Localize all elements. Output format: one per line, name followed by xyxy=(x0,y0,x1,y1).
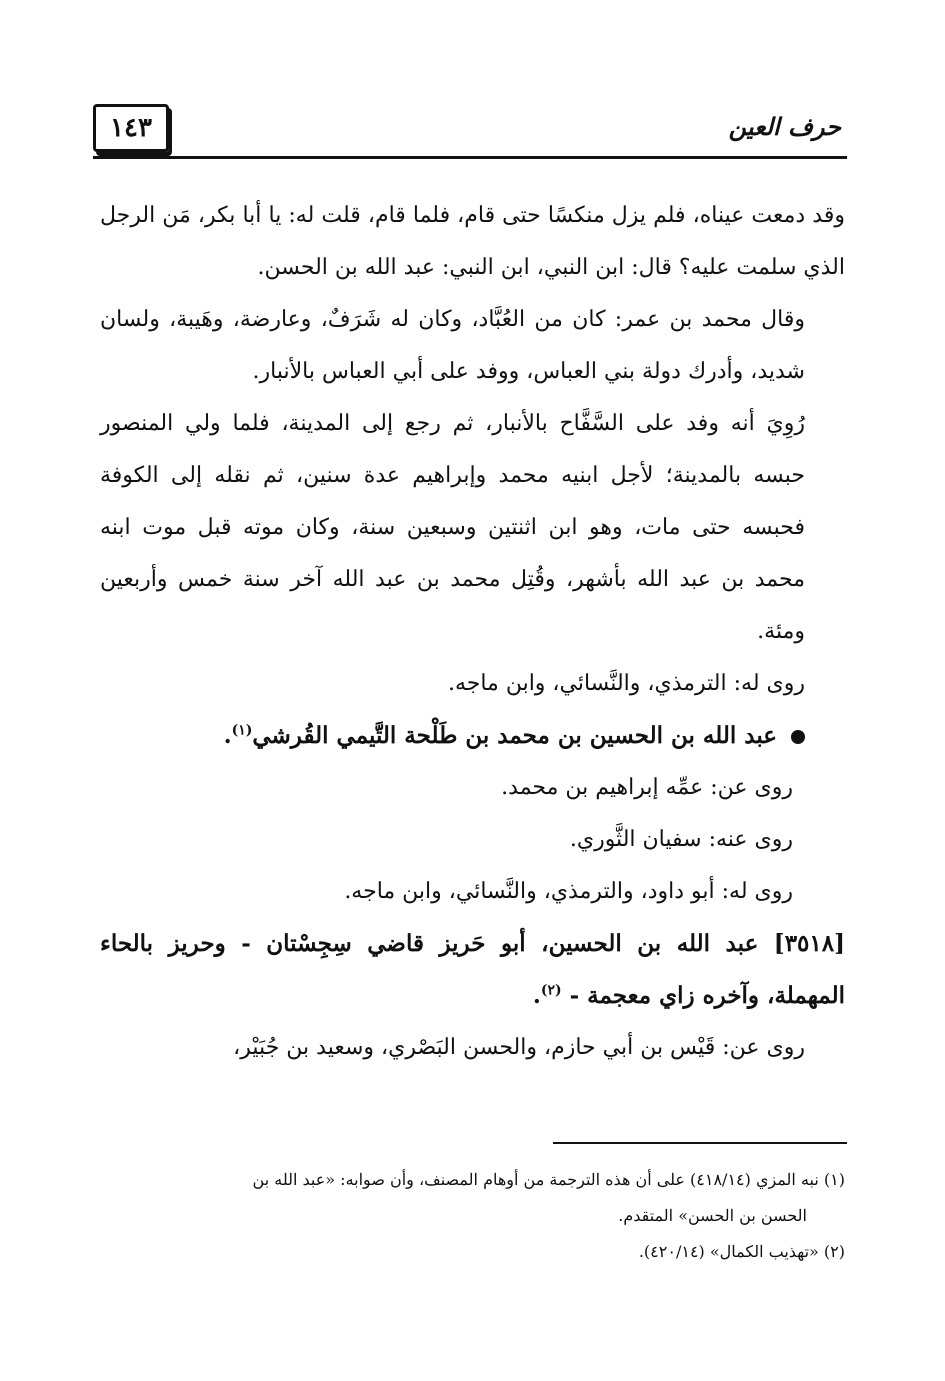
header-divider xyxy=(93,156,847,159)
running-header-title: حرف العين xyxy=(728,112,841,141)
footnote-ref: (١) xyxy=(231,722,253,739)
footnote-divider xyxy=(553,1142,847,1144)
footnote: (١) نبه المزي (٤١٨/١٤) على أن هذه الترجمة من أوهام المصنف، وأن صوابه: «عبد الله بن xyxy=(252,1170,845,1189)
paragraph: وقال محمد بن عمر: كان من العُبَّاد، وكان له شَرَفٌ، وعارضة، وهَيبة، ولسان شديد، وأدرك دولة بني العباس، ووفد على أبي العباس بالأنبار. xyxy=(100,307,805,384)
paragraph: روى عن: عمِّه إبراهيم بن محمد. xyxy=(501,775,793,800)
paragraph: رُوِيَ أنه وفد على السَّفَّاح بالأنبار، ثم رجع إلى المدينة، فلما ولي المنصور حبسه بالمدينة؛ لأجل ابنيه محمد وإبراهيم عدة سنين، ثم نقله إلى الكوفة فحبسه حتى مات، وهو ابن اثنتين وسبعين سنة، وكان موته قبل موت ابنه محمد بن عبد الله بأشهر، وقُتِل محمد بن عبد الله آخر سنة خمس وأربعين ومئة. xyxy=(100,411,805,644)
paragraph: روى عنه: سفيان الثَّوري. xyxy=(569,827,793,852)
entry-number: [٣٥١٨] xyxy=(773,930,845,957)
entry-end: . xyxy=(223,722,232,749)
footnote-ref: (٢) xyxy=(540,982,562,999)
entry-name: عبد الله بن الحسين بن محمد بن طَلْحة التَّيمي القُرشي xyxy=(252,722,777,749)
paragraph: روى له: أبو داود، والترمذي، والنَّسائي، وابن ماجه. xyxy=(344,879,793,904)
entry-heading xyxy=(100,918,845,1022)
footnote: الحسن بن الحسن» المتقدم. xyxy=(618,1206,807,1225)
page-number: ١٤٣ xyxy=(93,104,169,152)
paragraph: روى له: الترمذي، والنَّسائي، وابن ماجه. xyxy=(447,671,805,696)
entry-end: . xyxy=(532,982,541,1009)
bullet-icon xyxy=(791,730,805,744)
footnotes xyxy=(100,1162,845,1270)
paragraph: روى عن: قَيْس بن أبي حازم، والحسن البَصْري، وسعيد بن جُبَيْر، xyxy=(233,1035,805,1060)
entry-heading xyxy=(100,710,845,762)
footnote: (٢) «تهذيب الكمال» (٤٢٠/١٤). xyxy=(638,1242,845,1261)
paragraph: وقد دمعت عيناه، فلم يزل منكسًا حتى قام، فلما قام، قلت له: يا أبا بكر، مَن الرجل الذي سلمت عليه؟ قال: ابن النبي، ابن النبي: عبد الله بن الحسن. xyxy=(100,203,845,280)
entry-name: عبد الله بن الحسين، أبو حَريز قاضي سِجِسْتان - وحريز بالحاء المهملة، وآخره زاي معجمة - xyxy=(100,930,845,1009)
main-text xyxy=(100,190,845,1074)
